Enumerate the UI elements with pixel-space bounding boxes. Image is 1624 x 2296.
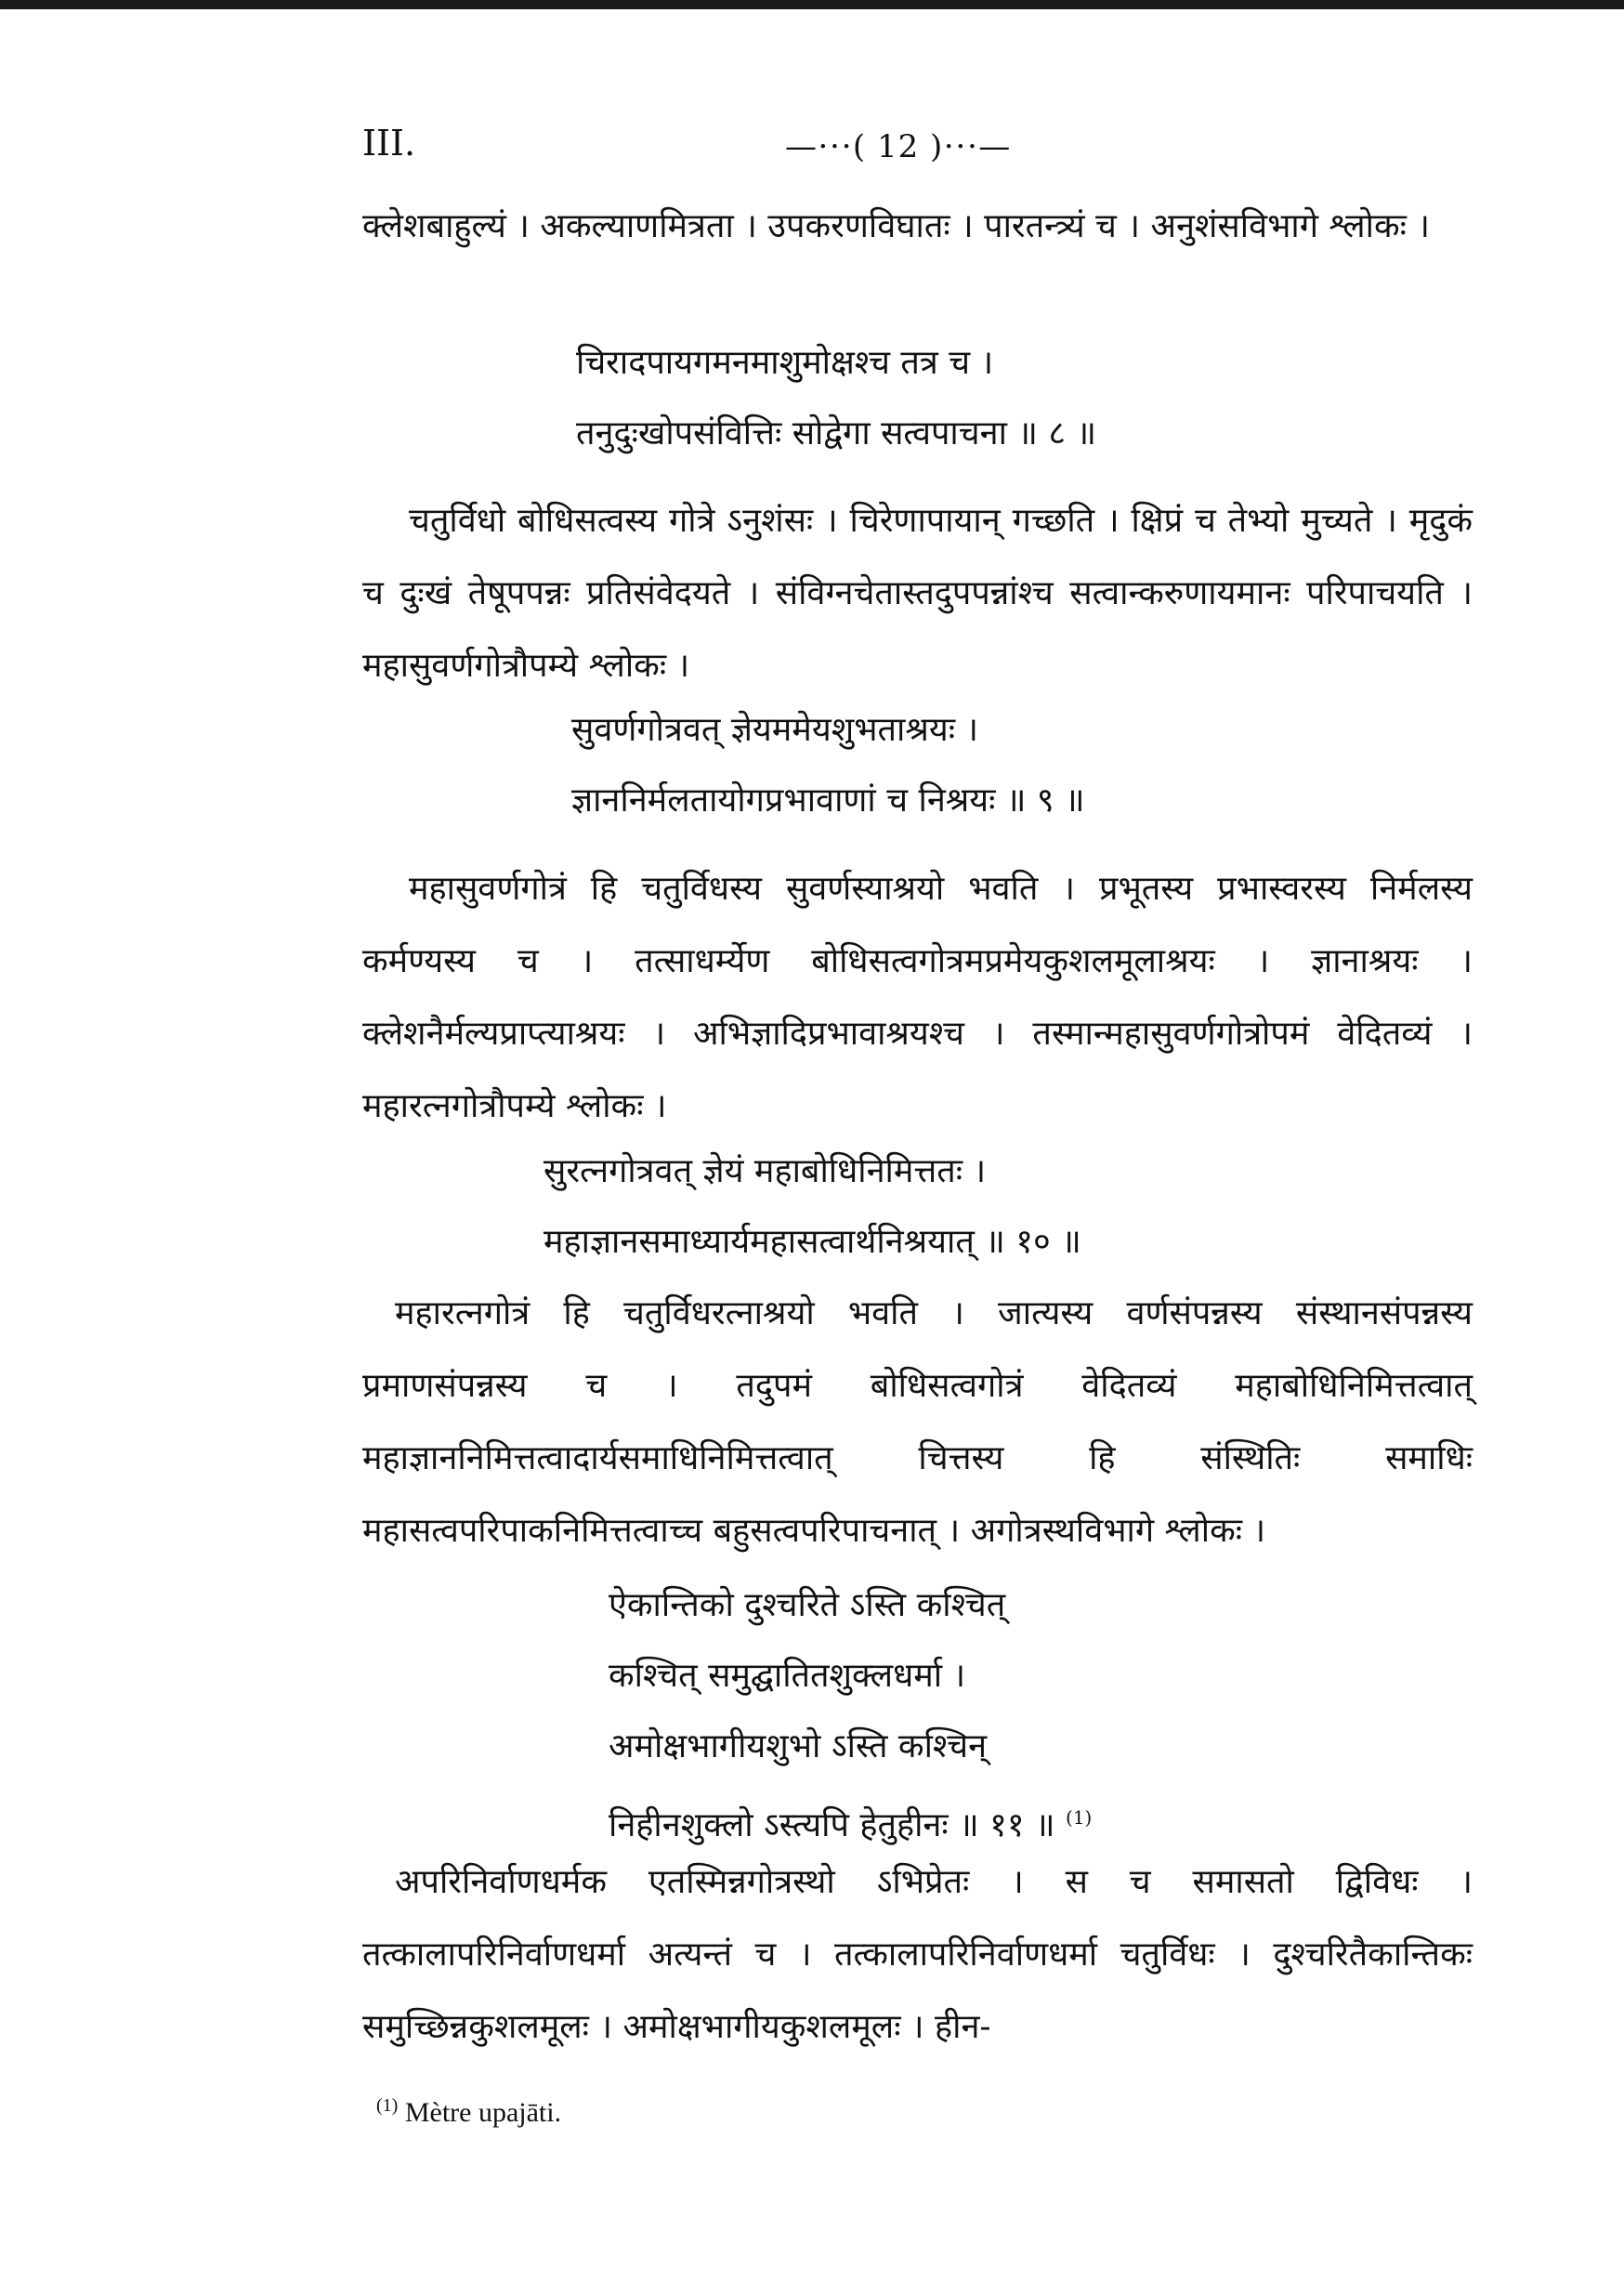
verse-10: [544, 1136, 1081, 1278]
verse-9: [571, 695, 1085, 836]
prose-paragraph: क्लेशबाहुल्यं । अकल्याणमित्रता । उपकरणविघातः । पारतन्त्र्यं च । अनुशंसविभागे श्लोकः ।: [362, 207, 1430, 245]
prose-paragraph: चतुर्विधो बोधिसत्वस्य गोत्रे ऽनुशंसः । चिरेणापायान् गच्छति । क्षिप्रं च तेभ्यो मुच्यते । मृदुकं च दुःखं तेषूपपन्नः प्रतिसंवेदयते । संविग्नचेतास्तदुपपन्नांश्च सत्वान्करुणायमानः परिपाचयति । महासुवर्णगोत्रौपम्ये श्लोकः ।: [362, 502, 1473, 685]
top-border-rule: [0, 0, 1624, 9]
page-header: [362, 123, 1477, 178]
verse-line: ऐकान्तिको दुश्चरिते ऽस्ति कश्चित्: [609, 1586, 1006, 1624]
verse-8: [576, 328, 1096, 469]
page-number: —⋅⋅⋅( 12 )⋅⋅⋅—: [785, 128, 1012, 165]
verse-line: अमोक्षभागीयशुभो ऽस्ति कश्चिन्: [609, 1727, 988, 1765]
chapter-label: III.: [362, 123, 416, 164]
prose-paragraph: अपरिनिर्वाणधर्मक एतस्मिन्नगोत्रस्थो ऽभिप्रेतः । स च समासतो द्विविधः । तत्कालापरिनिर्वाणधर्मा अत्यन्तं च । तत्कालापरिनिर्वाणधर्मा चतुर्विधः । दुश्चरितैकान्तिकः समुच्छिन्नकुशलमूलः । अमोक्षभागीयकुशलमूलः । हीन-: [362, 1863, 1473, 2046]
verse-line: कश्चित् समुद्घातितशुक्लधर्मा ।: [609, 1657, 966, 1695]
prose-paragraph: महारत्नगोत्रं हि चतुर्विधरत्नाश्रयो भवति । जात्यस्य वर्णसंपन्नस्य संस्थानसंपन्नस्य प्रमाणसंपन्नस्य च । तदुपमं बोधिसत्वगोत्रं वेदितव्यं महाबोधिनिमित्तत्वात् महाज्ञाननिमित्तत्वादार्यसमाधिनिमित्तत्वात् चित्तस्य हि संस्थितिः समाधिः महासत्वपरिपाकनिमित्तत्वाच्च बहुसत्वपरिपाचनात् । अगोत्रस्थविभागे श्लोकः ।: [362, 1294, 1473, 1550]
footnote-text: Mètre upajāti.: [404, 2097, 562, 2128]
verse-line: तनुदुःखोपसंवित्तिः सोद्वेगा सत्वपाचना ॥ ८ ॥: [576, 414, 1097, 453]
verse-line: सुवर्णगोत्रवत् ज्ञेयममेयशुभताश्रयः ।: [571, 711, 979, 749]
verse-line: चिरादपायगमनमाशुमोक्षश्च तत्र च ।: [576, 344, 994, 382]
footnote-marker: (1): [376, 2095, 399, 2116]
verse-line: महाज्ञानसमाध्यार्यमहासत्वार्थनिश्रयात् ॥ १० ॥: [544, 1223, 1081, 1261]
verse-11: [609, 1570, 1092, 1861]
footnote: [376, 2095, 561, 2129]
prose-paragraph: महासुवर्णगोत्रं हि चतुर्विधस्य सुवर्णस्याश्रयो भवति । प्रभूतस्य प्रभास्वरस्य निर्मलस्य कर्मण्यस्य च । तत्साधर्म्येण बोधिसत्वगोत्रमप्रमेयकुशलमूलाश्रयः । ज्ञानाश्रयः । क्लेशनैर्मल्यप्राप्त्याश्रयः । अभिज्ञादिप्रभावाश्रयश्च । तस्मान्महासुवर्णगोत्रोपमं वेदितव्यं । महारत्नगोत्रौपम्ये श्लोकः ।: [362, 870, 1473, 1125]
verse-line: निहीनशुक्लो ऽस्त्यपि हेतुहीनः ॥ ११ ॥: [609, 1806, 1055, 1844]
verse-line: सुरत्नगोत्रवत् ज्ञेयं महाबोधिनिमित्ततः ।: [544, 1152, 987, 1190]
footnote-marker: (1): [1066, 1806, 1093, 1829]
verse-line: ज्ञाननिर्मलतायोगप्रभावाणां च निश्रयः ॥ ९ ॥: [571, 781, 1085, 820]
